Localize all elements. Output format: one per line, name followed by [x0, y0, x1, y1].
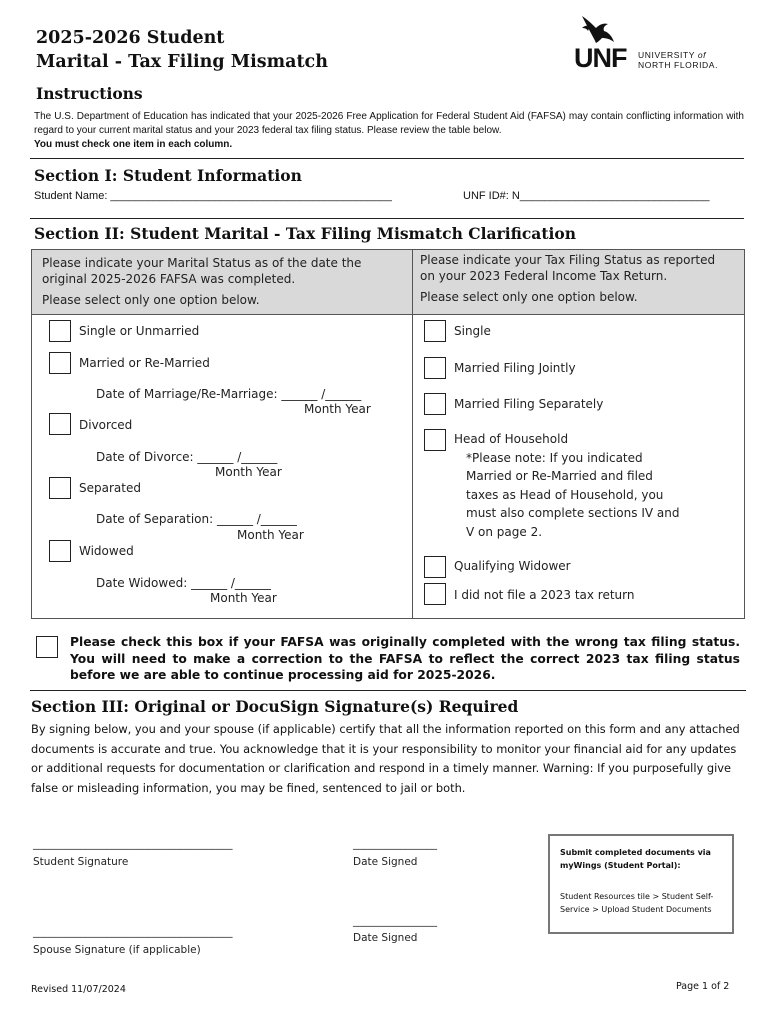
date-signed-line-1[interactable]: ________________ — [353, 838, 437, 850]
student-name-field[interactable]: Student Name: ______________________________________________ — [34, 190, 392, 202]
divorce-date-field[interactable]: Date of Divorce: ______ /______ — [96, 450, 278, 464]
form-title — [36, 26, 328, 74]
tax-header-line1: Please indicate your Tax Filing Status as reported — [420, 253, 716, 267]
single-unmarried-label: Single or Unmarried — [79, 324, 200, 338]
section3-heading: Section III: Original or DocuSign Signature(s) Required — [31, 697, 519, 716]
submit-title: Submit completed documents via myWings (Student Portal): — [560, 848, 711, 870]
unf-id-field[interactable]: UNF ID#: N_______________________________ — [463, 190, 710, 202]
divorce-date-sub: Month Year — [215, 465, 282, 479]
divider — [30, 690, 746, 691]
student-signature-line[interactable]: ______________________________________ — [33, 838, 233, 850]
hoh-note-line5: V on page 2. — [466, 524, 543, 539]
tax-header-line2: on your 2023 Federal Income Tax Return. — [420, 268, 668, 283]
page-number: Page 1 of 2 — [676, 981, 730, 992]
revised-date: Revised 11/07/2024 — [31, 984, 126, 995]
university-line1: UNIVERSITY — [638, 50, 695, 60]
widowed-checkbox[interactable] — [49, 540, 71, 562]
mfj-checkbox[interactable] — [424, 357, 446, 379]
marriage-date-field[interactable]: Date of Marriage/Re-Marriage: ______ /______ — [96, 387, 362, 401]
university-line2: NORTH FLORIDA. — [638, 60, 719, 70]
university-name — [638, 50, 718, 70]
widowed-date-sub: Month Year — [210, 591, 277, 605]
hoh-note-line1: *Please note: If you indicated — [466, 451, 643, 465]
tax-single-checkbox[interactable] — [424, 320, 446, 342]
section1-heading: Section I: Student Information — [34, 166, 302, 185]
instructions-bold: You must check one item in each column. — [34, 139, 233, 150]
separation-date-field[interactable]: Date of Separation: ______ /______ — [96, 512, 297, 526]
form-title-line1: 2025-2026 Student — [36, 28, 225, 48]
spouse-signature-label: Spouse Signature (if applicable) — [33, 944, 201, 956]
mismatch-table — [31, 249, 745, 619]
table-column-divider — [412, 250, 413, 618]
marital-header-line3: Please select only one option below. — [42, 293, 260, 307]
mfs-checkbox[interactable] — [424, 393, 446, 415]
wrong-status-checkbox[interactable] — [36, 636, 58, 658]
form-title-line2: Marital - Tax Filing Mismatch — [36, 52, 328, 72]
submit-instructions-box — [548, 834, 734, 934]
instructions-text — [34, 110, 744, 152]
hoh-note-line3: taxes as Head of Household, you — [466, 487, 664, 502]
submit-path: Student Resources tile > Student Self-Service > Upload Student Documents — [560, 892, 714, 914]
divider — [30, 158, 744, 159]
certification-text: By signing below, you and your spouse (if applicable) certify that all the information reported on this form and any attached documents is accurate and true. You acknowledge that it is your responsibility to monitor your financial aid for any updates or additional requests for documentation or clarification and respond in a timely manner. Warning: If you purposefully give false or misleading information, you may be fined, sentenced to jail or both. — [31, 722, 740, 795]
widower-label: Qualifying Widower — [454, 559, 571, 573]
date-signed-line-2[interactable]: ________________ — [353, 915, 437, 927]
university-of: of — [697, 50, 707, 60]
hoh-note — [466, 449, 679, 541]
separated-label: Separated — [79, 481, 141, 495]
mfj-label: Married Filing Jointly — [454, 361, 576, 375]
marriage-date-sub: Month Year — [304, 402, 371, 416]
divider — [30, 218, 744, 219]
tax-single-label: Single — [454, 324, 491, 338]
married-label: Married or Re-Married — [79, 356, 210, 370]
marital-header — [42, 256, 361, 309]
divorced-label: Divorced — [79, 418, 133, 432]
not-filed-checkbox[interactable] — [424, 583, 446, 605]
spouse-signature-line[interactable]: ______________________________________ — [33, 926, 233, 938]
hoh-checkbox[interactable] — [424, 429, 446, 451]
date-signed-label-1: Date Signed — [353, 856, 418, 868]
widowed-date-field[interactable]: Date Widowed: ______ /______ — [96, 576, 271, 590]
separation-date-sub: Month Year — [237, 528, 304, 542]
unf-logo — [574, 14, 744, 76]
hoh-note-line2: Married or Re-Married and filed — [466, 469, 653, 484]
instructions-heading: Instructions — [36, 84, 143, 103]
widower-checkbox[interactable] — [424, 556, 446, 578]
divorced-checkbox[interactable] — [49, 413, 71, 435]
wrong-status-text: Please check this box if your FAFSA was originally completed with the wrong tax filing status. You will need to make a correction to the FAFSA to reflect the correct 2023 tax filing status before we are able to continue processing aid for 2025-2026. — [70, 635, 740, 682]
date-signed-label-2: Date Signed — [353, 932, 418, 944]
hoh-note-line4: must also complete sections IV and — [466, 506, 680, 521]
married-checkbox[interactable] — [49, 352, 71, 374]
hoh-label: Head of Household — [454, 432, 569, 446]
not-filed-label: I did not file a 2023 tax return — [454, 588, 635, 602]
tax-header — [420, 253, 715, 306]
tax-header-line3: Please select only one option below. — [420, 290, 638, 304]
unf-abbr: UNF — [574, 43, 627, 73]
separated-checkbox[interactable] — [49, 477, 71, 499]
widowed-label: Widowed — [79, 544, 134, 558]
single-unmarried-checkbox[interactable] — [49, 320, 71, 342]
section2-heading: Section II: Student Marital - Tax Filing Mismatch Clarification — [34, 224, 576, 243]
student-signature-label: Student Signature — [33, 856, 129, 868]
instructions-body: The U.S. Department of Education has indicated that your 2025-2026 Free Application for Federal Student Aid (FAFSA) may contain conflicting information with regard to your current marital status and your 2023 federal tax filing status. Please review the table below. — [34, 111, 744, 136]
marital-header-line1: Please indicate your Marital Status as of the date the — [42, 256, 362, 270]
mfs-label: Married Filing Separately — [454, 397, 604, 411]
marital-header-line2: original 2025-2026 FAFSA was completed. — [42, 271, 296, 286]
